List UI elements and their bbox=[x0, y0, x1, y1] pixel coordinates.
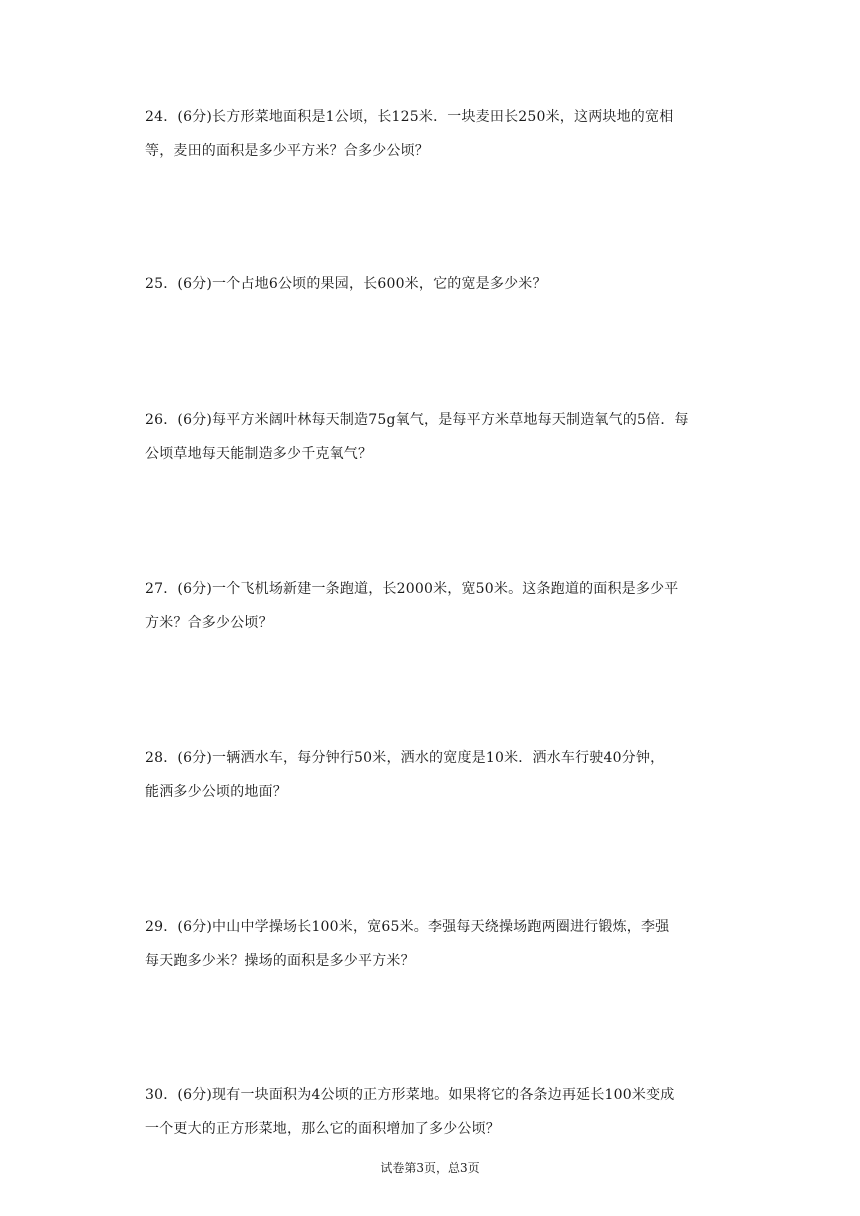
question-line: 公顷草地每天能制造多少千克氧气？ bbox=[145, 446, 373, 462]
question-line: 27．(6分)一个飞机场新建一条跑道，长2000米，宽50米。这条跑道的面积是多少平 bbox=[145, 581, 679, 597]
page-footer: 试卷第3页，总3页 bbox=[380, 1161, 480, 1175]
question-line: 等，麦田的面积是多少平方米？合多少公顷？ bbox=[145, 143, 429, 159]
question-line: 30．(6分)现有一块面积为4公顷的正方形菜地。如果将它的各条边再延长100米变成 bbox=[145, 1087, 675, 1103]
question-line: 一个更大的正方形菜地，那么它的面积增加了多少公顷？ bbox=[145, 1121, 500, 1137]
question-line: 25．(6分)一个占地6公顷的果园，长600米，它的宽是多少米？ bbox=[145, 276, 547, 292]
question-line: 28．(6分)一辆洒水车，每分钟行50米，洒水的宽度是10米．洒水车行驶40分钟， bbox=[145, 750, 665, 766]
question-line: 能洒多少公顷的地面？ bbox=[145, 784, 287, 800]
question-line: 每天跑多少米？操场的面积是多少平方米？ bbox=[145, 953, 415, 969]
question-line: 26．(6分)每平方米阔叶林每天制造75g氧气，是每平方米草地每天制造氧气的5倍．每 bbox=[145, 412, 689, 428]
question-line: 方米？合多少公顷？ bbox=[145, 615, 273, 631]
question-line: 29．(6分)中山中学操场长100米，宽65米。李强每天绕操场跑两圈进行锻炼，李强 bbox=[145, 919, 670, 935]
question-line: 24．(6分)长方形菜地面积是1公顷，长125米．一块麦田长250米，这两块地的宽相 bbox=[145, 109, 674, 125]
